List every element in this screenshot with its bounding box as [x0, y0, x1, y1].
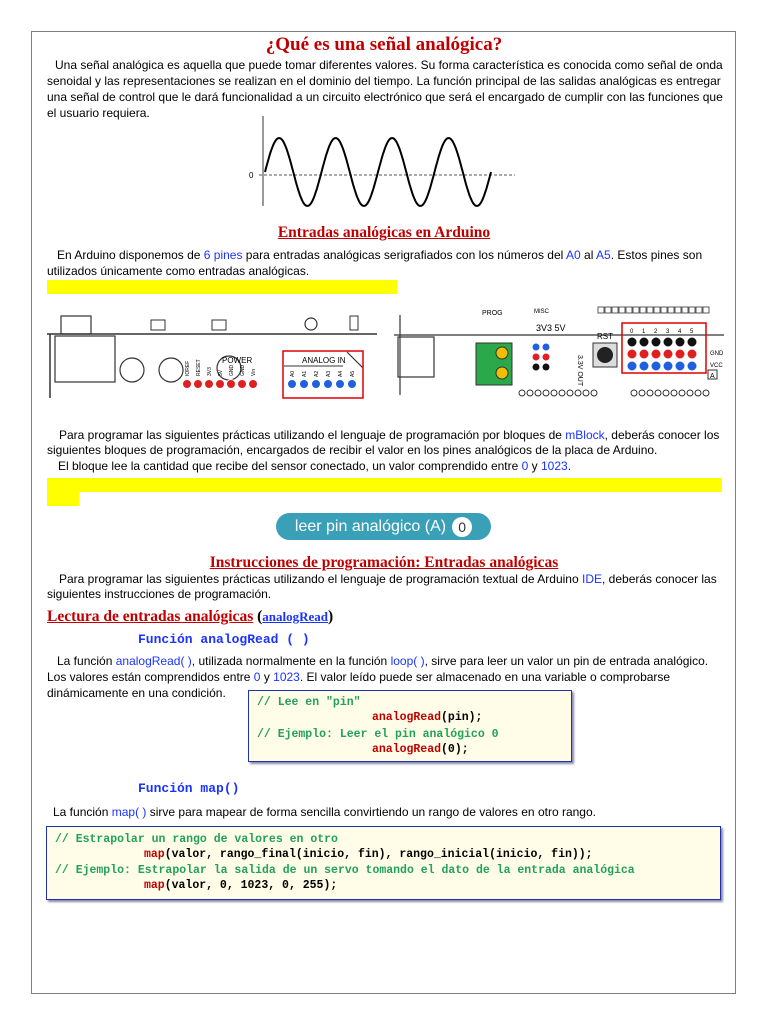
pin-number-label: 2 [654, 329, 658, 335]
sensor-pin [687, 337, 697, 347]
sensor-pin [651, 349, 661, 359]
code-line-1 [257, 710, 563, 725]
inputs-a0: A0 [566, 248, 581, 262]
map-code-line-1 [55, 847, 712, 862]
analogread-heading-text: Lectura de entradas analógicas [47, 608, 254, 625]
sensor-pin [627, 361, 637, 371]
code-comment-2: // Ejemplo: Leer el pin analógico 0 [257, 728, 499, 741]
header-socket [598, 307, 604, 313]
sensor-pin [639, 349, 649, 359]
mblock2-text-1: El bloque lee la cantidad que recibe del sensor conectado, un valor comprendido entre [58, 459, 522, 473]
bottom-pin [631, 390, 637, 396]
board-misc-label: MISC [534, 309, 549, 315]
board-out-label: 3.3V OUT [576, 355, 583, 387]
power-pin [249, 380, 258, 389]
sensor-pin [639, 337, 649, 347]
section-heading-instructions: Instrucciones de programación: Entradas analógicas [209, 554, 559, 571]
inputs-pins: 6 pines [203, 248, 243, 262]
header-socket [654, 307, 660, 313]
map-text-2: sirve para mapear de forma sencilla convirtiendo un rango de valores en otro rango. [146, 805, 596, 819]
header-pin [533, 364, 540, 371]
instr-text-2: , deberás conocer las siguientes instrucciones de programación. [47, 572, 717, 601]
header-pin [533, 344, 540, 351]
power-pin [238, 380, 247, 389]
mblock2-end: . [567, 459, 572, 473]
ar-text-1: La función [57, 654, 116, 668]
bottom-pin [679, 390, 685, 396]
bottom-pin [583, 390, 589, 396]
inputs-a5: A5 [596, 248, 611, 262]
mblock-text-2: , deberás conocer los siguientes bloques de programación, encargados de recibir el valor en los pines analógicos de la placa de Arduino. [47, 428, 720, 457]
code-fn-1: analogRead [372, 711, 442, 724]
mblock-block-value: 0 [452, 517, 472, 537]
row-label-vcc: VCC [710, 363, 723, 369]
mblock-read-analog-block [276, 513, 491, 540]
bottom-pin [543, 390, 549, 396]
sine-wave-figure [243, 112, 523, 208]
analog-pin [312, 380, 321, 389]
board-power-label: POWER [222, 356, 253, 365]
ar-text-4: . El valor leído puede ser almacenado en una variable o comprobarse dinámicamente en una condición. [47, 670, 671, 700]
sensor-pin [651, 361, 661, 371]
instructions-paragraph [47, 572, 723, 602]
bottom-pin [527, 390, 533, 396]
map-code-args-2: (valor, 0, 1023, 0, 255); [164, 879, 338, 892]
intro-paragraph: Una señal analógica es aquella que puede tomar diferentes valores. Su forma característica es conocida como señal de onda senoidal y las representaciones se realizan en el dominio del tiempo. La función principal de las salidas analógicas es entregar una señal de control que le dará funcionalidad a un circuito electrónico que será el encargado de cumplir con las funciones que el usuario requiera. [47, 58, 723, 120]
analog-pin-row [288, 371, 357, 389]
analog-pin-label: A4 [338, 370, 344, 377]
inputs-text-2: para entradas analógicas serigrafiados con los números del [242, 248, 566, 262]
row-label-gnd: GND [710, 351, 724, 357]
bottom-pin [671, 390, 677, 396]
power-pin-label: 5V [218, 369, 224, 376]
bottom-pin [567, 390, 573, 396]
header-socket [605, 307, 611, 313]
bottom-pin [647, 390, 653, 396]
map-code-comment-1: // Estrapolar un rango de valores en otro [55, 833, 338, 846]
board-analog-label: ANALOG IN [302, 356, 346, 365]
mblock2-zero: 0 [521, 459, 529, 473]
analog-pin-label: A0 [290, 370, 296, 377]
ar-zero: 0 [253, 670, 261, 684]
header-pin [533, 354, 540, 361]
header-socket [682, 307, 688, 313]
analogread-heading [47, 608, 333, 626]
analogread-link[interactable]: analogRead [262, 609, 329, 624]
wave-zero-label: 0 [249, 171, 254, 180]
ar-fn: analogRead( ) [115, 654, 192, 668]
header-socket [612, 307, 618, 313]
power-pin [205, 380, 214, 389]
map-function-title: Función map() [138, 781, 240, 796]
power-pin [216, 380, 225, 389]
analogread-paren-open: ( [253, 608, 263, 625]
analog-pin-label: A3 [326, 370, 332, 377]
power-pin-label: IOREF [185, 360, 191, 376]
sensor-pin [627, 337, 637, 347]
analogread-paren-close: ) [328, 608, 334, 625]
inputs-text-4: . Estos pines son utilizados únicamente como entradas analógicas. [47, 248, 703, 278]
ar-loop: loop( ) [390, 654, 425, 668]
board-prog-label: PROG [482, 310, 503, 317]
ar-text-2: , utilizada normalmente en la función [191, 654, 391, 668]
sensor-pin [687, 349, 697, 359]
bottom-pin [663, 390, 669, 396]
pin-number-label: 1 [642, 329, 646, 335]
analog-pin-label: A1 [302, 370, 308, 377]
power-pin-label: Vin [251, 368, 257, 376]
map-code-fn-2: map [144, 879, 165, 892]
page-title: ¿Qué es una señal analógica? [265, 34, 503, 55]
header-socket [619, 307, 625, 313]
analog-pin-label: A2 [314, 370, 320, 377]
header-socket [668, 307, 674, 313]
header-socket [689, 307, 695, 313]
map-code-args-1: (valor, rango_final(inicio, fin), rango_inicial(inicio, fin)); [164, 848, 593, 861]
power-pin-label: RESET [196, 359, 202, 376]
header-socket [626, 307, 632, 313]
analog-pin [324, 380, 333, 389]
header-socket [633, 307, 639, 313]
mblock-paragraph [47, 428, 723, 458]
power-pin-label: GND [229, 364, 235, 376]
code-args-1: (pin); [441, 711, 483, 724]
bottom-pin [695, 390, 701, 396]
mblock2-max: 1023 [541, 459, 568, 473]
pin-number-label: 5 [690, 329, 694, 335]
bottom-pin [703, 390, 709, 396]
header-socket [661, 307, 667, 313]
map-code-fn-1: map [144, 848, 165, 861]
map-text-1: La función [53, 805, 112, 819]
header-socket [696, 307, 702, 313]
bottom-pin [591, 390, 597, 396]
mblock2-y: y [528, 459, 541, 473]
code-args-2: (0); [441, 743, 469, 756]
bottom-pin [639, 390, 645, 396]
mblock-block-label: leer pin analógico (A) [294, 517, 447, 535]
analogread-function-title: Función analogRead ( ) [138, 632, 310, 647]
sine-wave-line [265, 138, 491, 206]
analog-pin [288, 380, 297, 389]
analog-pin [300, 380, 309, 389]
power-pin [183, 380, 192, 389]
map-code-comment-2: // Ejemplo: Estrapolar la salida de un servo tomando el dato de la entrada analógica [55, 864, 635, 877]
sensor-pin [675, 349, 685, 359]
arduino-board-right [394, 305, 724, 400]
mblock-paragraph-2 [58, 458, 718, 474]
code-fn-2: analogRead [372, 743, 442, 756]
map-code-box [46, 826, 721, 900]
sensor-pin [663, 361, 673, 371]
header-pin [543, 364, 550, 371]
header-socket [647, 307, 653, 313]
inputs-paragraph [47, 247, 723, 279]
bottom-pin [535, 390, 541, 396]
code-comment-1: // Lee en "pin" [257, 696, 361, 709]
power-pin [227, 380, 236, 389]
highlight-bar-3 [47, 492, 79, 506]
highlight-bar-1 [47, 280, 397, 294]
header-socket [703, 307, 709, 313]
analog-pin-label: A5 [350, 370, 356, 377]
pin-number-label: 3 [666, 329, 670, 335]
section-heading-inputs: Entradas analógicas en Arduino [277, 224, 491, 241]
mblock-text-1: Para programar las siguientes prácticas utilizando el lenguaje de programación por bloques de [59, 428, 566, 442]
bottom-pin [687, 390, 693, 396]
analog-pin [336, 380, 345, 389]
bottom-pin [655, 390, 661, 396]
highlight-bar-2 [47, 478, 722, 492]
arduino-board-left [47, 312, 377, 400]
header-pin [543, 354, 550, 361]
header-socket [675, 307, 681, 313]
ar-max: 1023 [273, 670, 300, 684]
map-paragraph [53, 804, 723, 820]
row-label-a: A [710, 373, 715, 380]
map-fn: map( ) [111, 805, 147, 819]
mblock-link: mBlock [565, 428, 605, 442]
power-pin-label: GND [240, 364, 246, 376]
instr-ide: IDE [581, 572, 602, 586]
power-pin-label: 3V3 [207, 367, 213, 376]
sensor-pin [627, 349, 637, 359]
bottom-pin [559, 390, 565, 396]
bottom-pin [519, 390, 525, 396]
sensor-pin [663, 337, 673, 347]
map-code-line-2 [55, 878, 712, 893]
board-rst-label: RST [597, 332, 613, 341]
sensor-pin [687, 361, 697, 371]
power-pin [194, 380, 203, 389]
bottom-pin [551, 390, 557, 396]
instr-text-1: Para programar las siguientes prácticas utilizando el lenguaje de programación textual de Arduino [59, 572, 582, 586]
bottom-pin [575, 390, 581, 396]
sensor-pin [675, 361, 685, 371]
code-line-2 [257, 742, 563, 757]
header-pin [543, 344, 550, 351]
pin-number-label: 0 [630, 329, 634, 335]
analog-pin [348, 380, 357, 389]
board-voltage-label: 3V3 5V [536, 323, 566, 333]
inputs-text-3: al [580, 248, 597, 262]
analogread-code-box [248, 690, 572, 762]
inputs-text-1: En Arduino disponemos de [57, 248, 204, 262]
sensor-pin [675, 337, 685, 347]
sensor-pin [651, 337, 661, 347]
sensor-pin [663, 349, 673, 359]
pin-number-label: 4 [678, 329, 682, 335]
ar-text-3: , sirve para leer un valor un pin de entrada analógico. Los valores están comprendidos entre [47, 654, 709, 684]
sensor-pin [639, 361, 649, 371]
ar-y: y [260, 670, 274, 684]
header-socket [640, 307, 646, 313]
